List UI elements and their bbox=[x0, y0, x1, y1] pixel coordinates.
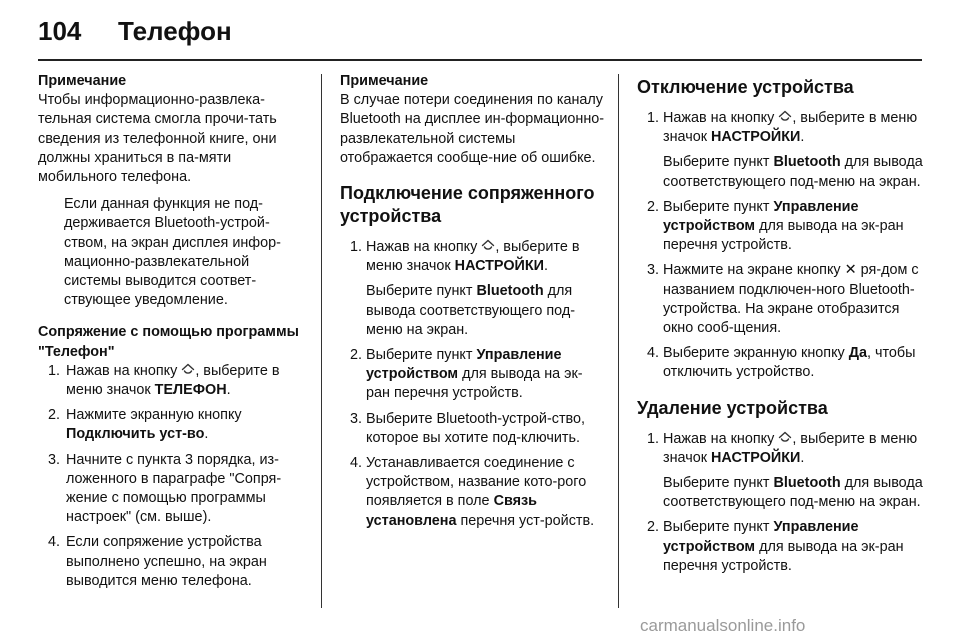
step-text: для вывода на эк-ран перечня устройств. bbox=[663, 538, 904, 574]
step-text: . bbox=[544, 258, 548, 275]
step-number: 4. bbox=[349, 455, 362, 472]
step-item bbox=[637, 109, 923, 192]
page-number: 104 bbox=[38, 16, 82, 46]
step-number: 1. bbox=[646, 110, 659, 126]
step-number: 4. bbox=[646, 345, 659, 362]
column-2 bbox=[340, 72, 606, 537]
home-button-icon bbox=[181, 363, 195, 377]
step-number: 1. bbox=[47, 362, 60, 379]
step-text: Выберите пункт bbox=[663, 519, 774, 536]
step-bold: Управление устройством bbox=[663, 519, 859, 555]
note-title: Примечание bbox=[340, 73, 429, 89]
step-text: для вывода на эк-ран перечня устройств. bbox=[366, 366, 583, 402]
step-text: , выберите в меню значок bbox=[366, 239, 580, 275]
step-text: . bbox=[204, 426, 209, 443]
close-x-icon: ✕ bbox=[844, 262, 857, 279]
step-text: Нажмите на экране кнопку bbox=[663, 262, 845, 279]
step-text: для вывода соответствующего под-меню на экран. bbox=[663, 154, 923, 190]
section-heading: Отключение устройства bbox=[637, 77, 854, 97]
step-item bbox=[637, 518, 923, 576]
step-text: Выберите пункт bbox=[663, 154, 774, 171]
step-text: перечня уст-ройств. bbox=[456, 512, 595, 529]
section-heading: Подключение сопряженного устройства bbox=[340, 183, 595, 227]
step-item bbox=[340, 454, 606, 531]
step-item bbox=[38, 451, 308, 528]
step-number: 3. bbox=[47, 451, 60, 468]
step-item bbox=[38, 406, 308, 444]
step-item bbox=[637, 261, 923, 338]
step-text: для вывода на эк-ран перечня устройств. bbox=[663, 218, 904, 254]
step-text: для вывода соответствующего под-меню на экран. bbox=[366, 283, 576, 338]
step-text: Выберите пункт bbox=[663, 475, 774, 492]
column-divider-2 bbox=[618, 74, 619, 608]
step-number: 4. bbox=[47, 534, 60, 551]
step-text: . bbox=[226, 382, 231, 399]
step-item bbox=[637, 198, 923, 256]
step-item bbox=[340, 410, 606, 448]
step-text: , чтобы отключить устройство. bbox=[663, 345, 916, 381]
step-text: Выберите экранную кнопку bbox=[663, 345, 849, 362]
section-heading: Удаление устройства bbox=[637, 397, 828, 418]
step-bold: ТЕЛЕФОН bbox=[154, 382, 227, 399]
home-button-icon bbox=[778, 110, 792, 124]
note-indent: Если данная функция не под-держивается Bluetooth-устрой-ством, на экран дисплея инфор-мационно-развлекательной системы выводится соответ-ствующее уведомление. bbox=[64, 196, 281, 309]
step-text: , выберите в меню значок bbox=[66, 362, 280, 399]
step-item bbox=[340, 346, 606, 404]
step-bold: НАСТРОЙКИ bbox=[454, 258, 544, 275]
note-body: В случае потери соединения по каналу Bluetooth на дисплее ин-формационно-развлекательной системы отображается сообще-ние об ошибке. bbox=[340, 92, 605, 166]
step-text: ря-дом с названием подключен-ного Bluetooth-устройства. На экране отобразится окно сооб-щения. bbox=[663, 262, 919, 337]
step-text: Выберите пункт bbox=[366, 283, 477, 300]
step-bold: Управление устройством bbox=[663, 198, 859, 235]
step-bold: Bluetooth bbox=[773, 475, 841, 492]
step-number: 1. bbox=[646, 430, 659, 447]
step-text: Устанавливается соединение с устройством, название кото-рого появляется в поле bbox=[366, 455, 587, 510]
step-item bbox=[637, 430, 923, 513]
page-title: Телефон bbox=[118, 16, 232, 46]
step-text: Нажмите экранную кнопку bbox=[66, 407, 242, 424]
step-number: 2. bbox=[646, 519, 659, 536]
step-bold: Да bbox=[848, 345, 867, 362]
step-number: 2. bbox=[646, 198, 659, 215]
step-extra bbox=[366, 282, 606, 340]
step-number: 2. bbox=[349, 347, 362, 364]
step-bold: НАСТРОЙКИ bbox=[711, 449, 801, 466]
column-divider-1 bbox=[321, 74, 322, 608]
section-subheading: Сопряжение с помощью программы "Телефон" bbox=[38, 324, 299, 360]
step-number: 3. bbox=[646, 262, 659, 279]
step-bold: Управление устройством bbox=[366, 347, 562, 383]
watermark: carmanualsonline.info bbox=[640, 616, 806, 635]
column-3 bbox=[637, 72, 923, 582]
step-number: 2. bbox=[47, 407, 60, 424]
step-bold: Bluetooth bbox=[773, 154, 841, 171]
column-1 bbox=[38, 72, 308, 597]
step-item bbox=[38, 362, 308, 400]
step-text: Выберите пункт bbox=[663, 198, 774, 215]
step-item bbox=[38, 533, 308, 591]
steps-list bbox=[637, 430, 923, 576]
step-text: Если сопряжение устройства выполнено успешно, на экран выводится меню телефона. bbox=[66, 534, 267, 589]
step-text: Выберите пункт bbox=[366, 347, 477, 364]
step-number: 1. bbox=[349, 239, 362, 256]
step-text: . bbox=[800, 449, 805, 466]
steps-list bbox=[38, 362, 308, 591]
home-button-icon bbox=[778, 431, 792, 445]
steps-list bbox=[637, 109, 923, 383]
step-item bbox=[340, 238, 606, 340]
step-bold: Связь установлена bbox=[366, 493, 538, 529]
header-rule bbox=[38, 59, 922, 61]
step-text: Выберите Bluetooth-устрой-ство, которое вы хотите под-ключить. bbox=[366, 410, 586, 446]
step-item bbox=[637, 344, 923, 382]
home-button-icon bbox=[481, 239, 495, 253]
step-text: Нажав на кнопку bbox=[366, 239, 482, 256]
note-title: Примечание bbox=[38, 73, 127, 89]
step-number: 3. bbox=[349, 410, 362, 427]
steps-list bbox=[340, 238, 606, 531]
step-text: для вывода соответствующего под-меню на экран. bbox=[663, 475, 923, 511]
step-text: . bbox=[800, 129, 805, 146]
step-text: , выберите в меню значок bbox=[663, 110, 918, 146]
step-bold: Bluetooth bbox=[476, 283, 544, 300]
step-text: Нажав на кнопку bbox=[663, 110, 779, 126]
step-bold: Подключить уст-во bbox=[66, 426, 205, 443]
step-text: Нажав на кнопку bbox=[66, 362, 182, 379]
step-text: , выберите в меню значок bbox=[663, 430, 918, 466]
step-extra bbox=[663, 474, 923, 512]
step-text: Нажав на кнопку bbox=[663, 430, 779, 447]
step-text: Начните с пункта 3 порядка, из-ложенного в параграфе "Сопря-жение с помощью программы настроек" (см. выше). bbox=[66, 451, 282, 526]
step-extra bbox=[663, 153, 923, 191]
step-bold: НАСТРОЙКИ bbox=[711, 129, 801, 146]
note-body: Чтобы информационно-развлека-тельная система смогла прочи-тать сведения из телефонной книге, они должны храниться в па-мяти мобильного телефона. bbox=[38, 92, 277, 186]
